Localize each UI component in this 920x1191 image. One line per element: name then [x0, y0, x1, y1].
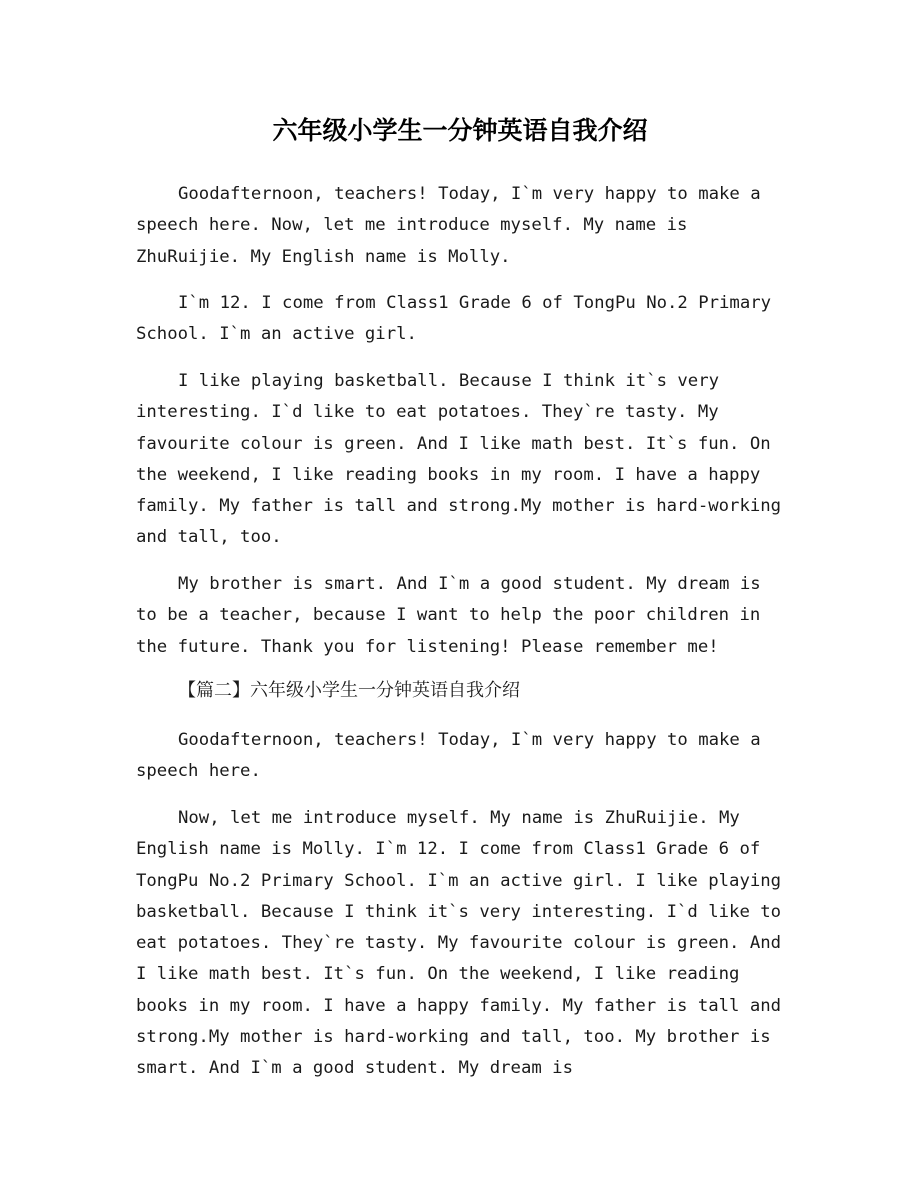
- paragraph-3: I like playing basketball. Because I think it`s very interesting. I`d like to eat potatoes. They`re tasty. My favourite colour is green. And I like math best. It`s fun. On the weekend, I like reading books in my room. I have a happy family. My father is tall and strong.My mother is hard-working and tall, too.: [136, 371, 782, 548]
- section-2-paragraph-1: Goodafternoon, teachers! Today, I`m very happy to make a speech here.: [136, 730, 761, 782]
- section-2-paragraph-2: Now, let me introduce myself. My name is ZhuRuijie. My English name is Molly. I`m 12. I come from Class1 Grade 6 of TongPu No.2 Primary School. I`m an active girl. I like playing basketball. Because I think it`s very interesting. I`d like to eat potatoes. They`re tasty. My favourite colour is green. And I like math best. It`s fun. On the weekend, I like reading books in my room. I have a happy family. My father is tall and strong.My mother is hard-working and tall, too. My brother is smart. And I`m a good student. My dream is: [136, 808, 782, 1079]
- paragraph-1: Goodafternoon, teachers! Today, I`m very happy to make a speech here. Now, let me introduce myself. My name is ZhuRuijie. My English name is Molly.: [136, 184, 761, 267]
- section-2-heading: 【篇二】六年级小学生一分钟英语自我介绍: [178, 680, 520, 701]
- document-title: 六年级小学生一分钟英语自我介绍: [272, 116, 648, 145]
- paragraph-2: I`m 12. I come from Class1 Grade 6 of TongPu No.2 Primary School. I`m an active girl.: [136, 293, 772, 345]
- paragraph-4: My brother is smart. And I`m a good student. My dream is to be a teacher, because I want to help the poor children in the future. Thank you for listening! Please remember me!: [136, 574, 761, 657]
